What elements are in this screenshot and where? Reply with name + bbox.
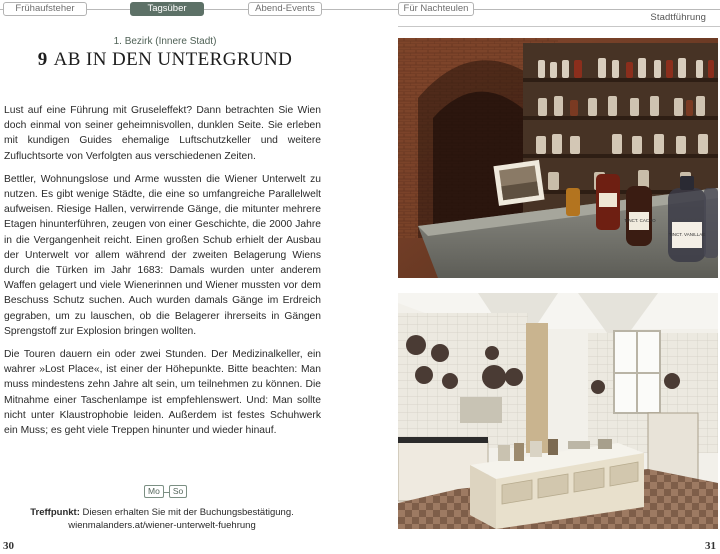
photo-historic-kitchen — [398, 293, 718, 529]
article-headline — [0, 49, 330, 71]
chapter-tab-bar — [0, 0, 720, 20]
meeting-point — [0, 507, 324, 532]
jar-label-vanillae: TINCT. VANILLAE — [668, 232, 706, 237]
article-body — [4, 103, 321, 446]
paragraph: Die Touren dauern ein oder zwei Stunden. Der Medizinalkeller, ein wahrer »Lost Place«, ist einer der Höhepunkte. Bitte beachten: Man muss mindestens zehn Jahre alt sein, um teilnehmen zu können. Die Mitnahme einer Taschenlampe ist empfehlenswert. Und: Man sollte nicht unter Klaustrophobie leiden. Außerdem ist festes Schuhwerk ein Muss; es geht viele Treppen hinunter und wieder hinauf. — [4, 349, 321, 437]
page-number-left: 30 — [3, 540, 14, 552]
tab-abend-events[interactable]: Abend-Events — [248, 2, 322, 16]
wooden-door — [526, 323, 548, 453]
jar-label-cacao: TINCT. CACAO — [624, 218, 656, 223]
day-badge-so: So — [169, 485, 187, 498]
article-number: 9 — [37, 49, 48, 70]
tab-bar-line — [0, 9, 720, 10]
framed-picture — [493, 160, 544, 206]
meeting-label: Treffpunkt: — [30, 507, 80, 518]
paragraph: Bettler, Wohnungslose und Arme wussten die Wiener Unterwelt zu nutzen. Es gibt wenige Städte, die eine so umfangreiche Parallelwelt aufweisen. Riesige Hallen, verwirrende Gänge, die mitunter mehrere Etagen hinunterführen, zeugen von einer Geschichte, die 2000 Jahre in die Vergangenheit reicht. Einen großen Schub erhielt der Ausbau der Unterwelt vor allem während der zweiten Belagerung Wiens durch die Türken im Jahr 1683: Damals wurden unter anderem Waffen gelagert und viele Wienerinnen und Wiener mussten vor dem Beschuss Schutz suchen. Auch wurden damals Gänge im Erdreich gegraben, um zu lauschen, ob die Belagerer ihrerseits in Gängen Sprengstoff zur Explosion bringen wollten. — [4, 173, 321, 337]
tab-fruehaufsteher[interactable]: Frühaufsteher — [3, 2, 87, 16]
article-title: AB IN DEN UNTERGRUND — [53, 49, 293, 70]
tour-url[interactable]: wienmalanders.at/wiener-unterwelt-fuehrung — [68, 519, 256, 531]
district-label: 1. Bezirk (Innere Stadt) — [113, 36, 217, 47]
wall-shelf — [460, 397, 502, 423]
opening-days — [144, 485, 187, 499]
section-label: Stadtführung — [650, 12, 706, 23]
tab-tagsueber[interactable]: Tagsüber — [130, 2, 204, 16]
section-rule — [398, 26, 720, 27]
day-badge-mo: Mo — [144, 485, 164, 498]
tab-fuer-nachteulen[interactable]: Für Nachteulen — [398, 2, 474, 16]
photo-pharmacy-cellar — [398, 38, 718, 278]
paragraph: Lust auf eine Führung mit Gruseleffekt? Dann betrachten Sie Wien doch einmal von seiner geheimnisvollen, dunklen Seite. Sie erleben mit kundigen Guides ehemalige Luftschutzkeller und weitere Zufluchtsorte von Verfolgten aus verschiedenen Zeiten. — [4, 105, 321, 162]
page-number-right: 31 — [705, 540, 716, 552]
meeting-text: Diesen erhalten Sie mit der Buchungsbestätigung. — [82, 507, 294, 518]
